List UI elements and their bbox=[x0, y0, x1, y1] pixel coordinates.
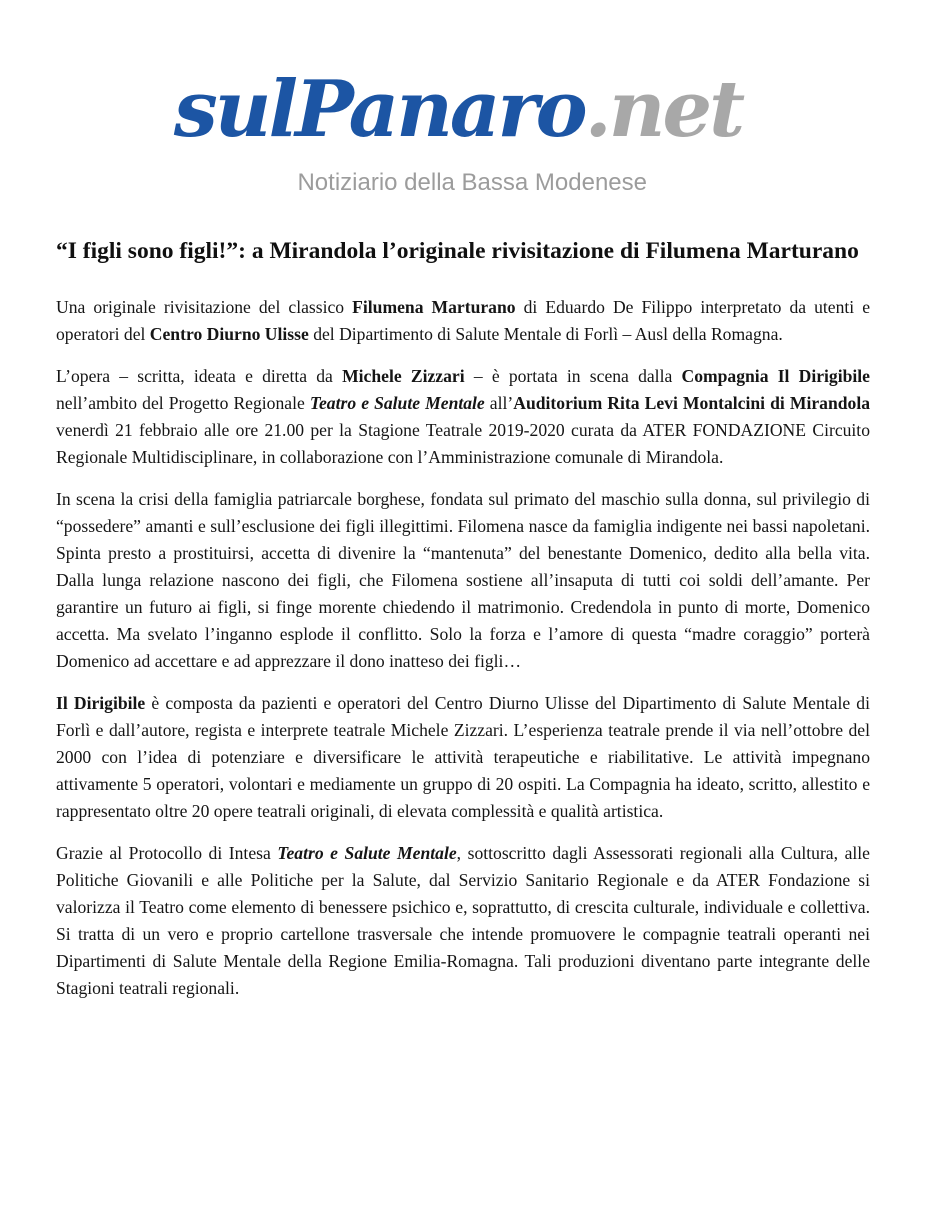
article-paragraph bbox=[56, 840, 870, 1002]
article-paragraph bbox=[56, 690, 870, 825]
text-run: Filumena Marturano bbox=[352, 297, 516, 318]
article bbox=[56, 232, 870, 1002]
logo-tagline: Notiziario della Bassa Modenese bbox=[297, 169, 647, 196]
site-logo bbox=[173, 46, 743, 196]
article-body bbox=[56, 294, 870, 1002]
text-run: è composta da pazienti e operatori del Centro Diurno Ulisse del Dipartimento di Salute Mentale di Forlì e dall’autore, regista e interprete teatrale Michele Zizzari. L’esperienza teatrale prende il via nell’ottobre del 2000 con l’idea di potenziare e diversificare le attività terapeutiche e riabilitative. Le attività impegnano attivamente 5 operatori, volontari e mediamente un gruppo di 20 ospiti. La Compagnia ha ideato, scritto, allestito e rappresentato oltre 20 opere teatrali originali, di elevata complessità e qualità artistica. bbox=[56, 693, 870, 822]
text-run: del Dipartimento di Salute Mentale di Forlì – Ausl della Romagna. bbox=[308, 324, 783, 345]
text-run: , sottoscritto dagli Assessorati regionali alla Cultura, alle Politiche Giovanili e alle Politiche per la Salute, dal Servizio Sanitario Regionale e da ATER Fondazione si valorizza il Teatro come elemento di benessere psichico e, soprattutto, di crescita culturale, individuale e collettiva. Si tratta di un vero e proprio cartellone trasversale che intende promuovere le compagnie teatrali operanti nei Dipartimenti di Salute Mentale della Regione Emilia-Romagna. Tali produzioni diventano parte integrante delle Stagioni teatrali regionali. bbox=[56, 843, 870, 999]
text-run: L’opera – scritta, ideata e diretta da bbox=[56, 366, 343, 387]
logo-row bbox=[173, 46, 743, 174]
logo-domain-text: .net bbox=[584, 64, 743, 155]
article-paragraph bbox=[56, 294, 870, 348]
article-title: “I figli sono figli!”: a Mirandola l’originale rivisitazione di Filumena Marturano bbox=[56, 238, 859, 265]
text-run: – è portata in scena dalla bbox=[464, 366, 682, 387]
text-run: In scena la crisi della famiglia patriarcale borghese, fondata sul primato del maschio sulla donna, sul privilegio di “possedere” amanti e sull’esclusione dei figli illegittimi. Filomena nasce da famiglia indigente nei bassi napoletani. Spinta presto a prostituirsi, accetta di divenire la “mantenuta” del benestante Domenico, dedito alla bella vita. Dalla lunga relazione nascono dei figli, che Filomena sostiene all’insaputa di tutti coi soldi dell’amante. Per garantire un futuro ai figli, si finge morente chiedendo il matrimonio. Credendola in punto di morte, Domenico accetta. Ma svelato l’inganno esplode il conflitto. Solo la forza e l’amore di questa “madre coraggio” porterà Domenico ad accettare e ad apprezzare il dono inatteso dei figli… bbox=[56, 489, 870, 672]
text-run: di Eduardo De Filippo interpretato da utenti e operatori del bbox=[56, 297, 871, 345]
text-run: Auditorium Rita Levi Montalcini di Mirandola bbox=[513, 393, 871, 414]
radio-waves-icon bbox=[739, 35, 765, 185]
text-run: Compagnia Il Dirigibile bbox=[681, 366, 870, 387]
text-run: Teatro e Salute Mentale bbox=[277, 843, 457, 864]
page-header bbox=[0, 0, 926, 196]
text-run: nell’ambito del Progetto Regionale bbox=[56, 393, 310, 414]
text-run: Una originale rivisitazione del classico bbox=[56, 297, 353, 318]
article-paragraph bbox=[56, 486, 870, 675]
logo-brand-text: sulPanaro bbox=[173, 64, 585, 155]
article-paragraph bbox=[56, 363, 870, 471]
text-run: Grazie al Protocollo di Intesa bbox=[56, 843, 278, 864]
text-run: Teatro e Salute Mentale bbox=[309, 393, 485, 414]
text-run: Centro Diurno Ulisse bbox=[149, 324, 309, 345]
text-run: Il Dirigibile bbox=[56, 693, 146, 714]
text-run: venerdì 21 febbraio alle ore 21.00 per la Stagione Teatrale 2019-2020 curata da ATER FONDAZIONE Circuito Regionale Multidisciplinare, in collaborazione con l’Amministrazione comunale di Mirandola. bbox=[56, 420, 870, 468]
text-run: Michele Zizzari bbox=[342, 366, 465, 387]
text-run: all’ bbox=[484, 393, 514, 414]
